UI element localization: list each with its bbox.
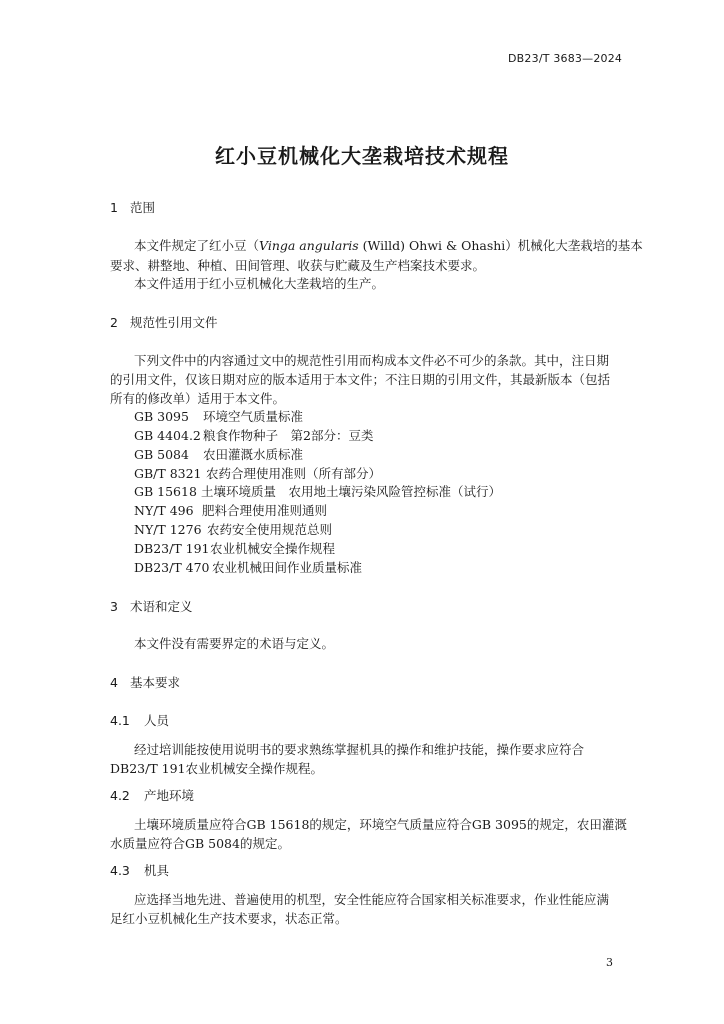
reference-code: NY/T 1276 — [134, 522, 202, 537]
reference-item — [134, 501, 327, 519]
section-title: 范围 — [130, 200, 156, 215]
section-number: 4.1 — [110, 713, 130, 728]
section-number: 2 — [110, 315, 118, 330]
reference-item — [134, 407, 303, 425]
section-title: 人员 — [144, 713, 170, 728]
terms-paragraph: 本文件没有需要界定的术语与定义。 — [134, 636, 335, 651]
machinery-paragraph-line-2: 足红小豆机械化生产技术要求，状态正常。 — [110, 911, 348, 926]
reference-code: GB 3095 — [134, 409, 189, 424]
reference-name: 环境空气质量标准 — [203, 409, 304, 424]
environment-paragraph-line-2: 水质量应符合GB 5084的规定。 — [110, 836, 290, 851]
reference-item — [134, 464, 381, 482]
machinery-paragraph-line-1: 应选择当地先进、普遍使用的机型，安全性能应符合国家相关标准要求，作业性能应满 — [134, 892, 610, 907]
reference-name: 农田灌溉水质标准 — [203, 447, 304, 462]
reference-name: 粮食作物种子 第2部分：豆类 — [203, 428, 374, 443]
section-4-2-heading — [110, 786, 194, 804]
latin-name: Vinga angularis — [259, 238, 359, 253]
document-code: DB23/T 3683—2024 — [508, 52, 623, 65]
reference-code: GB 5084 — [134, 447, 189, 462]
reference-item — [134, 520, 332, 538]
environment-paragraph-line-1: 土壤环境质量应符合GB 15618的规定，环境空气质量应符合GB 3095的规定，农田灌溉 — [134, 817, 627, 832]
scope-paragraph-2: 本文件适用于红小豆机械化大垄栽培的生产。 — [134, 276, 385, 291]
reference-item — [134, 426, 373, 444]
text: (Willd) Ohwi & Ohashi）机械化大垄栽培的基本 — [358, 238, 643, 253]
normative-intro-line-1: 下列文件中的内容通过文中的规范性引用而构成本文件必不可少的条款。其中，注日期 — [134, 353, 610, 368]
reference-item — [134, 482, 501, 500]
reference-name: 土壤环境质量 农用地土壤污染风险管控标准（试行） — [201, 484, 502, 499]
reference-item — [134, 539, 335, 557]
reference-name: 肥料合理使用准则通则 — [202, 503, 328, 518]
section-4-1-heading — [110, 711, 169, 729]
section-4-heading — [110, 673, 180, 691]
section-title: 术语和定义 — [130, 599, 193, 614]
personnel-paragraph-line-1: 经过培训能按使用说明书的要求熟练掌握机具的操作和维护技能，操作要求应符合 — [134, 742, 585, 757]
reference-code: GB 4404.2 — [134, 428, 201, 443]
reference-item — [134, 558, 362, 576]
normative-intro-line-3: 所有的修改单）适用于本文件。 — [110, 391, 286, 406]
section-number: 4.3 — [110, 863, 130, 878]
reference-code: DB23/T 191 — [134, 541, 210, 556]
scope-paragraph-1-line-2: 要求、耕整地、种植、田间管理、收获与贮藏及生产档案技术要求。 — [110, 258, 486, 273]
section-title: 规范性引用文件 — [130, 315, 218, 330]
reference-code: GB 15618 — [134, 484, 197, 499]
section-number: 4.2 — [110, 788, 130, 803]
reference-code: GB/T 8321 — [134, 466, 202, 481]
reference-item — [134, 445, 303, 463]
reference-name: 农业机械安全操作规程 — [210, 541, 336, 556]
section-number: 3 — [110, 599, 118, 614]
reference-code: NY/T 496 — [134, 503, 194, 518]
section-2-heading — [110, 313, 218, 331]
section-1-heading — [110, 198, 155, 216]
page-number: 3 — [606, 956, 613, 969]
reference-code: DB23/T 470 — [134, 560, 210, 575]
section-title: 产地环境 — [144, 788, 195, 803]
section-3-heading — [110, 597, 193, 615]
reference-name: 农药合理使用准则（所有部分） — [206, 466, 382, 481]
normative-intro-line-2: 的引用文件，仅该日期对应的版本适用于本文件；不注日期的引用文件，其最新版本（包括 — [110, 372, 611, 387]
section-title: 基本要求 — [130, 675, 181, 690]
page-title: 红小豆机械化大垄栽培技术规程 — [215, 144, 509, 168]
reference-name: 农业机械田间作业质量标准 — [212, 560, 363, 575]
text: 本文件规定了红小豆（ — [134, 238, 260, 253]
reference-name: 农药安全使用规范总则 — [207, 522, 333, 537]
section-number: 1 — [110, 200, 118, 215]
personnel-paragraph-line-2: DB23/T 191农业机械安全操作规程。 — [110, 761, 323, 776]
section-title: 机具 — [144, 863, 170, 878]
section-number: 4 — [110, 675, 118, 690]
section-4-3-heading — [110, 861, 169, 879]
scope-paragraph-1 — [134, 236, 643, 254]
